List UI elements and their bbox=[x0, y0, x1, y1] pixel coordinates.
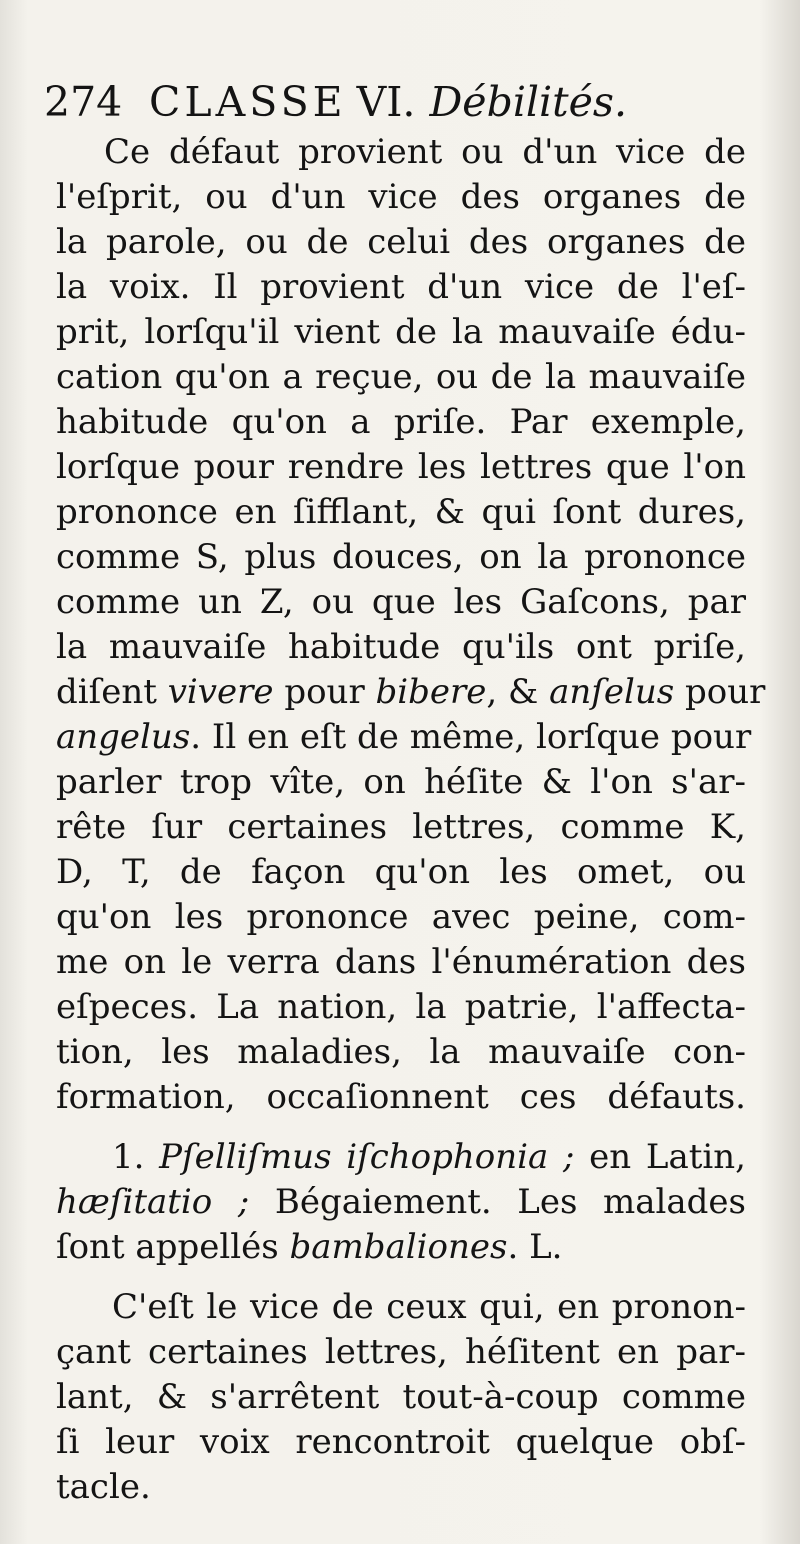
text-line: me on le verra dans l'énumération des bbox=[56, 942, 746, 982]
text-line: rête ſur certaines lettres, comme K, bbox=[56, 807, 746, 847]
section-title: Débilités. bbox=[429, 78, 627, 126]
text-line: comme un Z, ou que les Gaſcons, par bbox=[56, 582, 746, 622]
text-line: D, T, de façon qu'on les omet, ou bbox=[56, 852, 746, 892]
text-line: qu'on les prononce avec peine, com- bbox=[56, 897, 746, 937]
text-line: hæſitatio ; Bégaiement. Les malades bbox=[56, 1182, 746, 1222]
text-line: angelus. Il en eſt de même, lorſque pour bbox=[56, 717, 752, 757]
text-line: ſont appellés bambaliones. L. bbox=[56, 1227, 563, 1267]
text-line: habitude qu'on a priſe. Par exemple, bbox=[56, 402, 746, 442]
text-line: prit, lorſqu'il vient de la mauvaiſe édu- bbox=[56, 312, 746, 352]
page-number: 274 bbox=[44, 78, 123, 126]
text-line: C'eſt le vice de ceux qui, en pronon- bbox=[112, 1287, 746, 1327]
text-line: Ce défaut provient ou d'un vice de bbox=[104, 132, 746, 172]
text-line: çant certaines lettres, héſitent en par- bbox=[56, 1332, 746, 1372]
text-line: 1. Pſelliſmus iſchophonia ; en Latin, bbox=[112, 1137, 746, 1177]
text-line: tion, les maladies, la mauvaiſe con- bbox=[56, 1032, 746, 1072]
text-line: la parole, ou de celui des organes de bbox=[56, 222, 746, 262]
text-line: parler trop vîte, on héſite & l'on s'ar- bbox=[56, 762, 746, 802]
text-line: tacle. bbox=[56, 1467, 151, 1507]
class-number: VI. bbox=[356, 78, 416, 126]
text-line: diſent vivere pour bibere, & anſelus pour bbox=[56, 672, 766, 712]
text-line: la voix. Il provient d'un vice de l'eſ- bbox=[56, 267, 746, 307]
text-line: lorſque pour rendre les lettres que l'on bbox=[56, 447, 746, 487]
text-line: ſi leur voix rencontroit quelque obſ- bbox=[56, 1422, 746, 1462]
running-head bbox=[44, 74, 744, 130]
text-line: eſpeces. La nation, la patrie, l'affecta- bbox=[56, 987, 746, 1027]
text-line: comme S, plus douces, on la prononce bbox=[56, 537, 746, 577]
text-line: lant, & s'arrêtent tout-à-coup comme bbox=[56, 1377, 746, 1417]
text-line: formation, occaſionnent ces défauts. bbox=[56, 1077, 746, 1117]
text-line: la mauvaiſe habitude qu'ils ont priſe, bbox=[56, 627, 746, 667]
class-label: CLASSE bbox=[149, 78, 347, 126]
text-line: prononce en ſifflant, & qui ſont dures, bbox=[56, 492, 746, 532]
text-line: l'eſprit, ou d'un vice des organes de bbox=[56, 177, 746, 217]
text-line: cation qu'on a reçue, ou de la mauvaiſe bbox=[56, 357, 746, 397]
